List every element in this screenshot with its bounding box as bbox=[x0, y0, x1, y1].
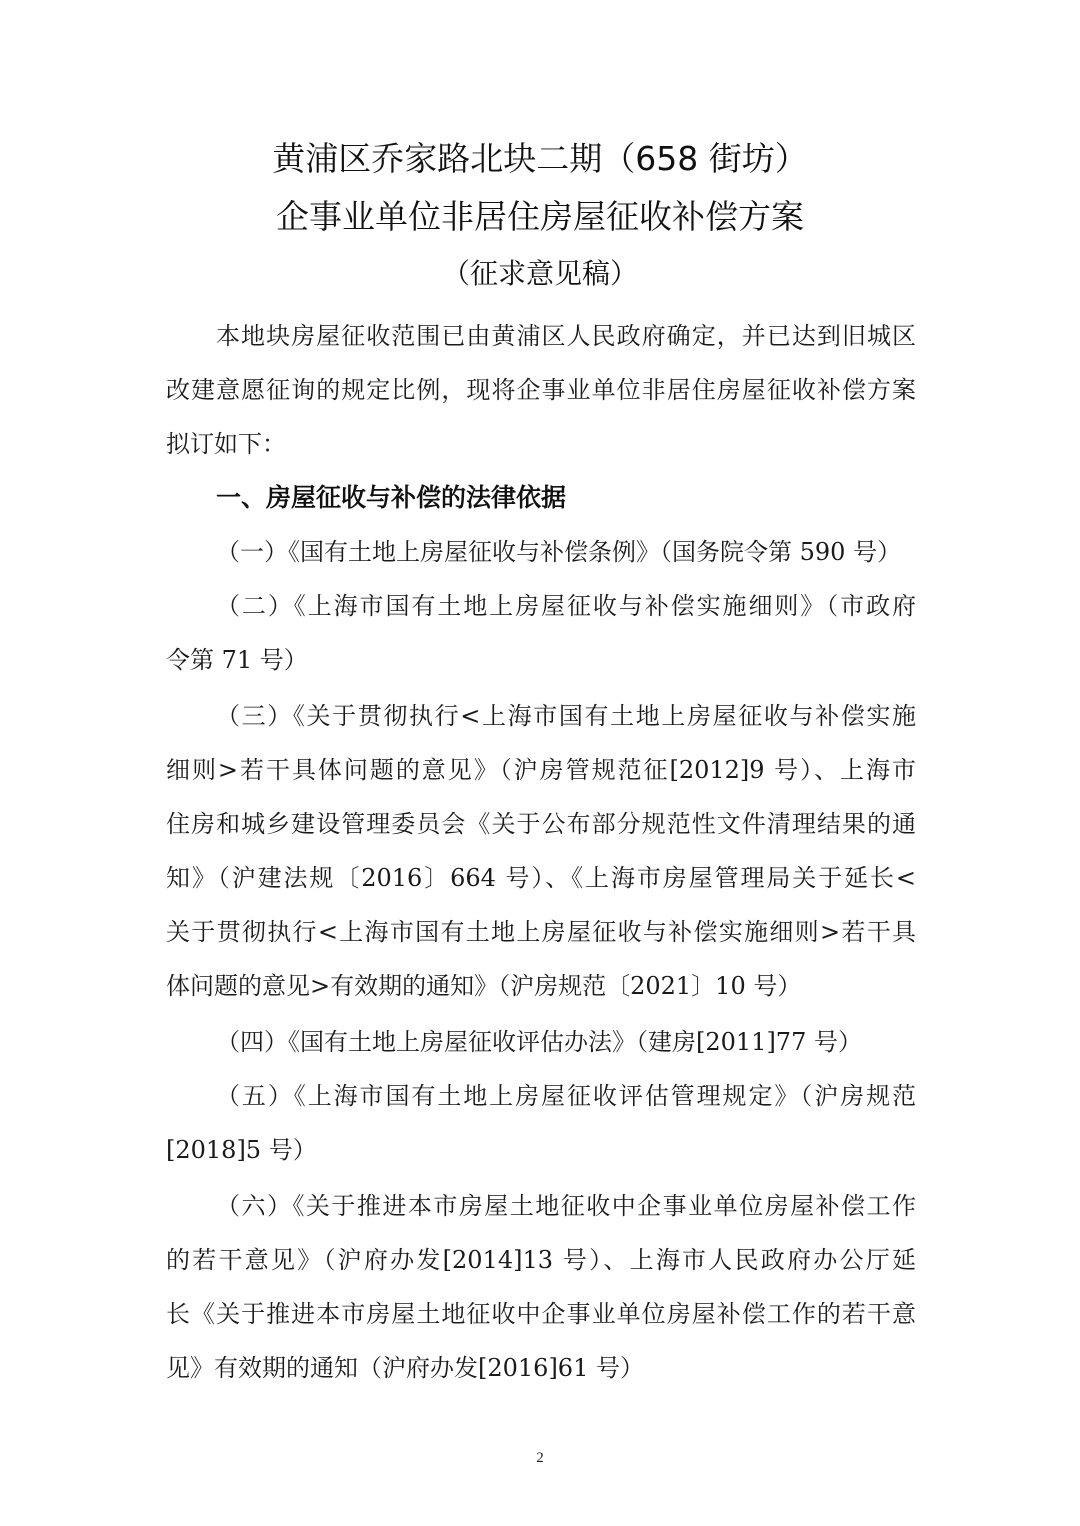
paragraph-line: （四）《国有土地上房屋征收评估办法》（建房[2011]77 号） bbox=[216, 1028, 862, 1056]
paragraph-line: [2018]5 号） bbox=[166, 1136, 317, 1164]
section-heading: 一、房屋征收与补偿的法律依据 bbox=[216, 483, 567, 512]
paragraph-line: 知》（沪建法规〔2016〕664 号）、《上海市房屋管理局关于延长< bbox=[166, 864, 916, 892]
title-line-3: （征求意见稿） bbox=[441, 257, 638, 290]
paragraph-line: 细则>若干具体问题的意见》（沪房管规范征[2012]9 号）、上海市 bbox=[166, 756, 916, 784]
paragraph-line: 令第 71 号） bbox=[166, 646, 308, 674]
paragraph-line: （六）《关于推进本市房屋土地征收中企事业单位房屋补偿工作 bbox=[216, 1192, 916, 1220]
paragraph-line: 见》有效期的通知（沪府办发[2016]61 号） bbox=[166, 1354, 644, 1382]
intro-line: 改建意愿征询的规定比例，现将企事业单位非居住房屋征收补偿方案 bbox=[166, 376, 916, 404]
paragraph-line: （二）《上海市国有土地上房屋征收与补偿实施细则》（市政府 bbox=[216, 592, 916, 620]
page-number: 2 bbox=[536, 1450, 544, 1466]
paragraph-line: 长《关于推进本市房屋土地征收中企事业单位房屋补偿工作的若干意 bbox=[166, 1300, 916, 1328]
paragraph-line: （一）《国有土地上房屋征收与补偿条例》（国务院令第 590 号） bbox=[216, 538, 902, 566]
paragraph-line: 关于贯彻执行<上海市国有土地上房屋征收与补偿实施细则>若干具 bbox=[166, 918, 916, 946]
intro-line: 本地块房屋征收范围已由黄浦区人民政府确定，并已达到旧城区 bbox=[216, 322, 916, 350]
paragraph-line: （五）《上海市国有土地上房屋征收评估管理规定》（沪房规范 bbox=[216, 1082, 916, 1110]
paragraph-line: 的若干意见》（沪府办发[2014]13 号）、上海市人民政府办公厅延 bbox=[166, 1246, 916, 1274]
title-line-2: 企事业单位非居住房屋征收补偿方案 bbox=[276, 197, 804, 236]
paragraph-line: （三）《关于贯彻执行<上海市国有土地上房屋征收与补偿实施 bbox=[216, 702, 916, 730]
title-line-1: 黄浦区乔家路北块二期（658 街坊） bbox=[272, 139, 808, 178]
paragraph-line: 体问题的意见>有效期的通知》（沪房规范〔2021〕10 号） bbox=[166, 972, 802, 1000]
intro-line: 拟订如下： bbox=[166, 430, 286, 458]
paragraph-line: 住房和城乡建设管理委员会《关于公布部分规范性文件清理结果的通 bbox=[166, 810, 916, 838]
